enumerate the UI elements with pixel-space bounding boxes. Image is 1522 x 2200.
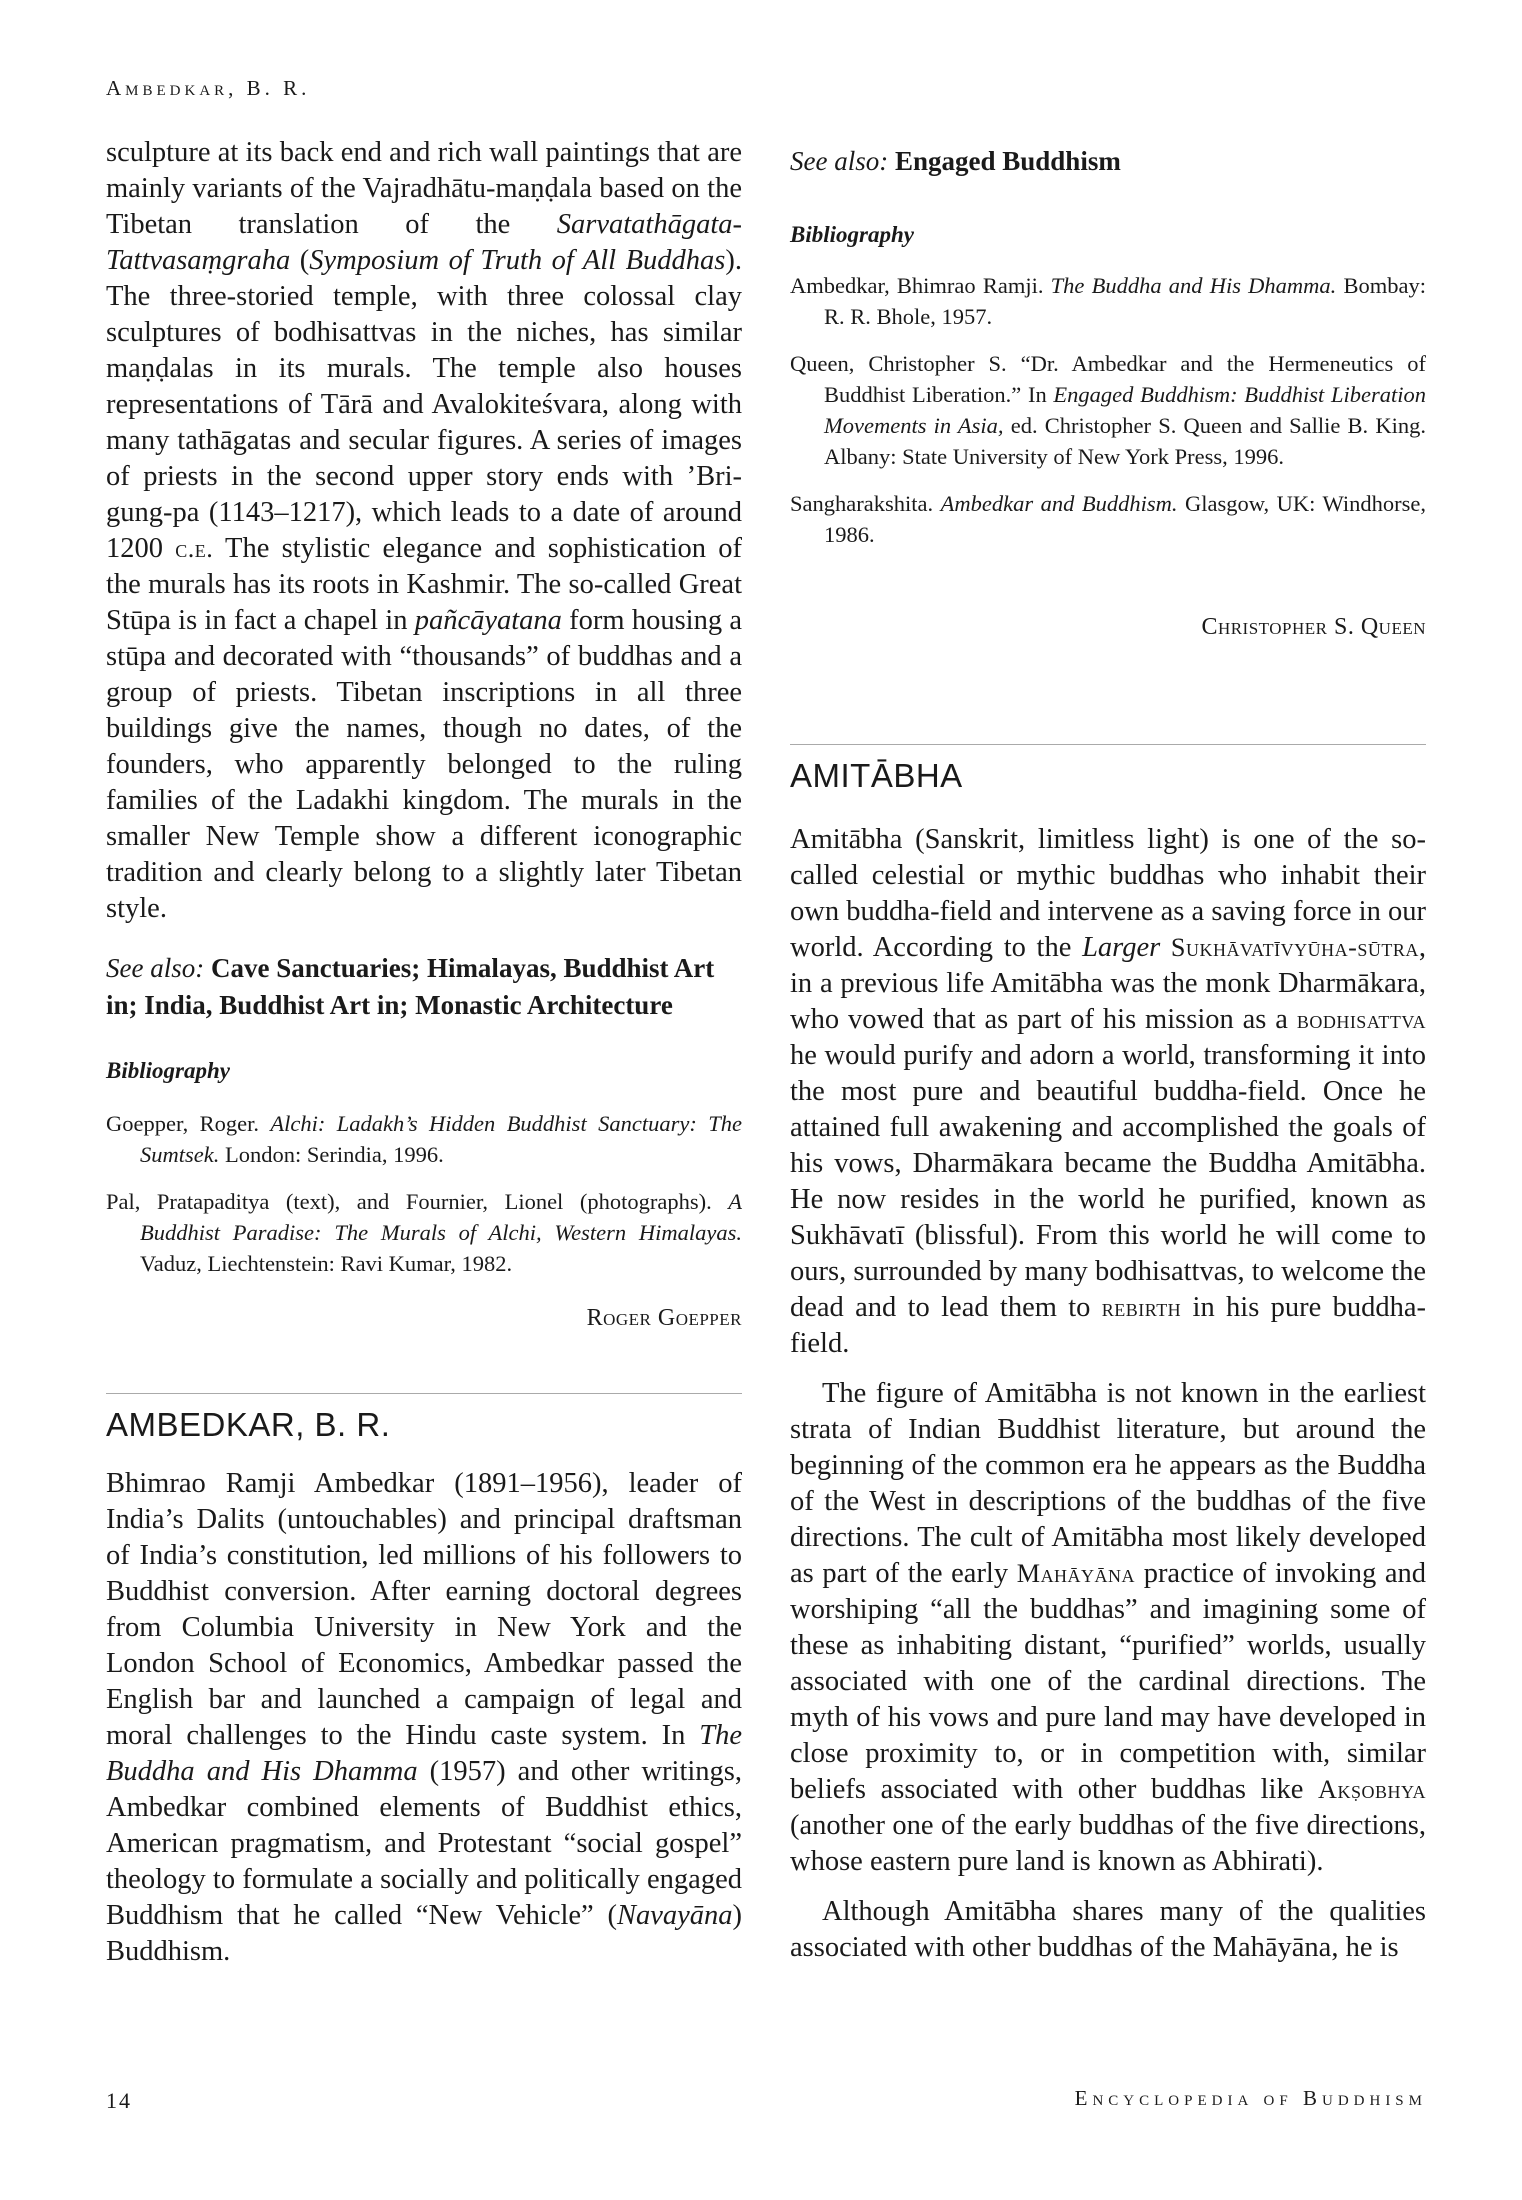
text-run: sculpture at its back end and rich wall paintings that are mainly variants of the Vajradhātu-maṇḍala based on the Tibetan translation of the bbox=[106, 137, 742, 240]
cross-reference[interactable]: rebirth bbox=[1101, 1293, 1182, 1322]
page-number: 14 bbox=[106, 2088, 132, 2113]
see-also-label: See also: bbox=[106, 953, 205, 983]
see-also-links[interactable]: Engaged Buddhism bbox=[894, 146, 1121, 176]
italic-text: Larger bbox=[1082, 932, 1161, 963]
paragraph bbox=[790, 348, 1426, 472]
text-run: Ambedkar, Bhimrao Ramji. bbox=[790, 273, 1051, 298]
italic-text: A Buddhist Paradise: The Murals of Alchi, Western Himalayas. bbox=[140, 1189, 742, 1245]
section-divider bbox=[106, 1393, 742, 1394]
text-run: (another one of the early buddhas of the five directions, whose eastern pure land is known as Abhirati). bbox=[790, 1810, 1426, 1877]
text-run: in his pure buddha-field. bbox=[790, 1292, 1426, 1359]
paragraph bbox=[790, 822, 1426, 1362]
ambedkar-body bbox=[106, 1466, 742, 1970]
cross-reference[interactable]: Akṣobhya bbox=[1318, 1775, 1426, 1804]
article-author: Christopher S. Queen bbox=[1201, 614, 1426, 640]
italic-text: The Buddha and His Dhamma bbox=[106, 1720, 742, 1787]
paragraph bbox=[106, 1186, 742, 1279]
text-run: Although Amitābha shares many of the qualities associated with other buddhas of the Mahāyāna, he is bbox=[790, 1896, 1426, 1963]
bibliography-label: Bibliography bbox=[790, 222, 914, 247]
italic-text: Ambedkar and Buddhism. bbox=[940, 491, 1178, 516]
alchi-body bbox=[106, 135, 742, 927]
see-also-links[interactable]: Cave Sanctuaries; Himalayas, Buddhist Art in; India, Buddhist Art in; Monastic Architecture bbox=[106, 953, 715, 1020]
paragraph bbox=[790, 1894, 1426, 1966]
text-run: Pal, Pratapaditya (text), and Fournier, Lionel (photographs). bbox=[106, 1189, 729, 1214]
cross-reference[interactable]: Sukhāvatīvyūha-sūtra bbox=[1170, 933, 1419, 962]
article-heading-amitabha: AMITĀBHA bbox=[790, 757, 963, 794]
paragraph bbox=[790, 488, 1426, 550]
cross-reference[interactable]: bodhisattva bbox=[1296, 1005, 1426, 1034]
text-run: Goepper, Roger. bbox=[106, 1111, 271, 1136]
text-run: Sangharakshita. bbox=[790, 491, 941, 516]
italic-text: Engaged Buddhism: Buddhist Liberation Movements in Asia, bbox=[824, 382, 1426, 438]
text-run: Glasgow, UK: Windhorse, 1986. bbox=[824, 491, 1426, 547]
text-run: (1957) and other writings, Ambedkar combined elements of Buddhist ethics, American pragmatism, and Protestant “social gospel” theology to formulate a socially and politically engaged Buddhism that he called “New Vehicle” ( bbox=[106, 1756, 742, 1931]
alchi-see-also bbox=[106, 950, 742, 1024]
italic-text: pañcāyatana bbox=[414, 605, 562, 636]
text-run: Vaduz, Liechtenstein: Ravi Kumar, 1982. bbox=[140, 1251, 513, 1276]
article-heading-ambedkar: AMBEDKAR, B. R. bbox=[106, 1406, 391, 1443]
italic-text: Sarvatathāgata-Tattvasaṃgraha bbox=[106, 209, 742, 276]
italic-text: Navayāna bbox=[616, 1900, 733, 1931]
text-run: form housing a stūpa and decorated with “thousands” of buddhas and a group of priests. Tibetan inscriptions in all three buildings give the names, though no dates, of the founders, who apparently belonged to the ruling families of the Ladakhi kingdom. The murals in the smaller New Temple show a different iconographic tradition and clearly belong to a slightly later Tibetan style. bbox=[106, 605, 742, 924]
see-also-label: See also: bbox=[790, 146, 889, 176]
text-run: The stylistic elegance and sophistication of the murals has its roots in Kashmir. The so-called Great Stūpa is in fact a chapel in bbox=[106, 533, 742, 636]
paragraph bbox=[106, 1466, 742, 1970]
italic-text: The Buddha and His Dhamma. bbox=[1050, 273, 1337, 298]
text-run: The figure of Amitābha is not known in the earliest strata of Indian Buddhist literature, but around the beginning of the common era he appears as the Buddha of the West in descriptions of the buddhas of the five directions. The cult of Amitābha most likely developed as part of the early bbox=[790, 1378, 1426, 1589]
article-author: Roger Goepper bbox=[586, 1305, 742, 1331]
italic-text: Symposium of Truth of All Buddhas bbox=[309, 245, 726, 276]
cross-reference[interactable]: c.e. bbox=[175, 534, 214, 563]
alchi-bibliography bbox=[106, 1108, 742, 1295]
text-run: Bombay: R. R. Bhole, 1957. bbox=[824, 273, 1426, 329]
paragraph bbox=[106, 135, 742, 927]
paragraph bbox=[790, 270, 1426, 332]
paragraph bbox=[790, 1376, 1426, 1880]
text-run: ). The three-storied temple, with three colossal clay sculptures of bodhisattvas in the niches, has similar maṇḍalas in its murals. The temple also houses representations of Tārā and Avalokiteśvara, along with many tathāgatas and secular figures. A series of images of priests in the second upper story ends with ’Bri-gung-pa (1143–1217), which leads to a date of around 1200 bbox=[106, 245, 742, 564]
text-run: ed. Christopher S. Queen and Sallie B. King. Albany: State University of New York Press, 1996. bbox=[824, 413, 1426, 469]
text-run bbox=[1160, 932, 1171, 963]
ambedkar-see-also bbox=[790, 143, 1426, 180]
paragraph bbox=[106, 1108, 742, 1170]
book-title: Encyclopedia of Buddhism bbox=[1074, 2086, 1427, 2110]
text-run: ( bbox=[290, 245, 310, 276]
section-divider bbox=[790, 744, 1426, 745]
ambedkar-bibliography bbox=[790, 270, 1426, 566]
text-run: Queen, Christopher S. “Dr. Ambedkar and the Hermeneutics of Buddhist Liberation.” In bbox=[790, 351, 1426, 407]
amitabha-body bbox=[790, 822, 1426, 1966]
running-head: Ambedkar, B. R. bbox=[106, 76, 311, 100]
text-run: Amitābha (Sanskrit, limitless light) is one of the so-called celestial or mythic buddhas who inhabit their own buddha-field and intervene as a saving force in our world. According to the bbox=[790, 824, 1426, 963]
text-run: ) Buddhism. bbox=[106, 1900, 742, 1967]
text-run: practice of invoking and worshiping “all the buddhas” and imagining some of these as inhabiting distant, “purified” worlds, usually associated with one of the cardinal directions. The myth of his vows and pure land may have developed in close proximity to, or in competition with, similar beliefs associated with other buddhas like bbox=[790, 1558, 1426, 1805]
bibliography-label: Bibliography bbox=[106, 1058, 230, 1083]
text-run: Bhimrao Ramji Ambedkar (1891–1956), leader of India’s Dalits (untouchables) and principal draftsman of India’s constitution, led millions of his followers to Buddhist conversion. After earning doctoral degrees from Columbia University in New York and the London School of Economics, Ambedkar passed the English bar and launched a campaign of legal and moral challenges to the Hindu caste system. In bbox=[106, 1468, 742, 1751]
italic-text: Alchi: Ladakh’s Hidden Buddhist Sanctuary: The Sumtsek. bbox=[140, 1111, 742, 1167]
text-run: , in a previous life Amitābha was the monk Dharmākara, who vowed that as part of his mission as a bbox=[790, 932, 1426, 1035]
text-run: London: Serindia, 1996. bbox=[219, 1142, 444, 1167]
cross-reference[interactable]: Mahāyāna bbox=[1016, 1559, 1136, 1588]
text-run: he would purify and adorn a world, transforming it into the most pure and beautiful buddha-field. Once he attained full awakening and accomplished the goals of his vows, Dharmākara became the Buddha Amitābha. He now resides in the world he purified, known as Sukhāvatī (blissful). From this world he will come to ours, surrounded by many bodhisattvas, to welcome the dead and to lead them to bbox=[790, 1040, 1426, 1323]
